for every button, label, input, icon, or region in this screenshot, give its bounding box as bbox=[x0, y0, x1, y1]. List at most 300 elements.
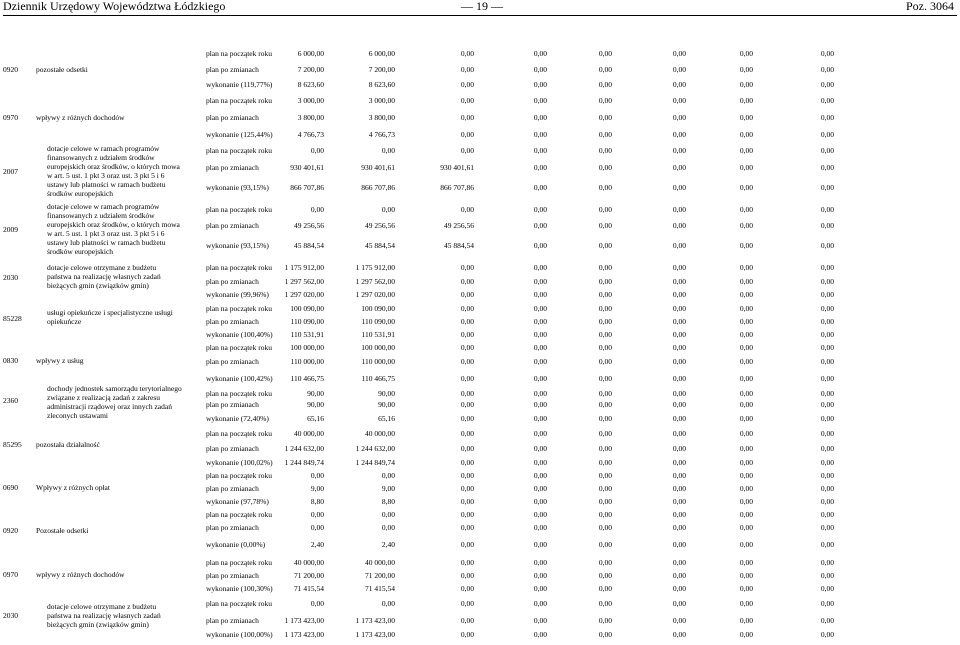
value-cell: 0,00 bbox=[672, 471, 686, 480]
value-cell: 0,00 bbox=[598, 584, 612, 593]
value-cell: 1 244 632,00 bbox=[284, 444, 324, 453]
value-cell: 100 000,00 bbox=[290, 343, 324, 352]
value-cell: 0,00 bbox=[460, 130, 474, 139]
value-cell: 0,00 bbox=[533, 65, 547, 74]
value-cell: 0,00 bbox=[460, 540, 474, 549]
value-cell: 1 175 912,00 bbox=[355, 263, 395, 272]
value-cell: 0,00 bbox=[820, 444, 834, 453]
value-cell: 45 884,54 bbox=[294, 241, 324, 250]
value-cell: 0,00 bbox=[598, 343, 612, 352]
value-cell: 0,00 bbox=[739, 584, 753, 593]
value-cell: 0,00 bbox=[460, 414, 474, 423]
value-cell: 0,00 bbox=[672, 630, 686, 639]
value-cell: 40 000,00 bbox=[365, 429, 395, 438]
value-cell: 0,00 bbox=[460, 444, 474, 453]
value-cell: 0,00 bbox=[672, 584, 686, 593]
value-cell: 0,00 bbox=[533, 571, 547, 580]
value-cell: 7 200,00 bbox=[297, 65, 324, 74]
value-cell: 0,00 bbox=[460, 96, 474, 105]
value-cell: 0,00 bbox=[672, 357, 686, 366]
item-description: dotacje celowe w ramach programów finansowanych z udziałem środków europejskich oraz środków, o których mowa w art. 5 ust. 1 pkt 3 oraz ust. 3 pkt 5 i 6 ustawy lub płatności w ramach budżetu środków europejskich bbox=[47, 202, 180, 256]
value-cell: 49 256,56 bbox=[294, 221, 324, 230]
row-code-label: pozostałe odsetki bbox=[36, 65, 88, 74]
value-cell: 0,00 bbox=[820, 429, 834, 438]
value-cell: 65,16 bbox=[307, 414, 324, 423]
value-cell: 0,00 bbox=[598, 330, 612, 339]
value-cell: 0,00 bbox=[598, 263, 612, 272]
value-cell: 0,00 bbox=[598, 290, 612, 299]
value-cell: 0,00 bbox=[598, 630, 612, 639]
value-cell: 0,00 bbox=[739, 558, 753, 567]
value-cell: 0,00 bbox=[739, 263, 753, 272]
value-cell: 0,00 bbox=[310, 146, 324, 155]
value-cell: 0,00 bbox=[672, 146, 686, 155]
value-cell: 0,00 bbox=[460, 558, 474, 567]
row-label: plan na początek roku bbox=[206, 510, 273, 519]
value-cell: 100 000,00 bbox=[361, 343, 395, 352]
value-cell: 0,00 bbox=[533, 343, 547, 352]
value-cell: 9,00 bbox=[381, 484, 395, 493]
value-cell: 0,00 bbox=[820, 221, 834, 230]
value-cell: 2,40 bbox=[381, 540, 395, 549]
row-label: plan na początek roku bbox=[206, 599, 273, 608]
value-cell: 0,00 bbox=[533, 497, 547, 506]
value-cell: 0,00 bbox=[672, 183, 686, 192]
row-code-label: Pozostałe odsetki bbox=[36, 526, 89, 535]
row-label: plan po zmianach bbox=[206, 317, 259, 326]
value-cell: 0,00 bbox=[598, 540, 612, 549]
row-label: plan po zmianach bbox=[206, 277, 259, 286]
value-cell: 0,00 bbox=[739, 130, 753, 139]
value-cell: 0,00 bbox=[672, 616, 686, 625]
value-cell: 45 884,54 bbox=[444, 241, 474, 250]
value-cell: 0,00 bbox=[820, 343, 834, 352]
value-cell: 0,00 bbox=[820, 317, 834, 326]
value-cell: 0,00 bbox=[672, 130, 686, 139]
row-label: wykonanie (99,96%) bbox=[206, 290, 269, 299]
row-label: plan po zmianach bbox=[206, 357, 259, 366]
row-code-label: Wpływy z różnych opłat bbox=[36, 483, 110, 492]
value-cell: 0,00 bbox=[739, 540, 753, 549]
row-label: wykonanie (100,40%) bbox=[206, 330, 273, 339]
value-cell: 8,80 bbox=[381, 497, 395, 506]
value-cell: 0,00 bbox=[739, 221, 753, 230]
value-cell: 110 531,91 bbox=[361, 330, 395, 339]
row-label: plan na początek roku bbox=[206, 146, 273, 155]
value-cell: 0,00 bbox=[381, 471, 395, 480]
value-cell: 930 401,61 bbox=[440, 163, 474, 172]
value-cell: 0,00 bbox=[381, 523, 395, 532]
value-cell: 0,00 bbox=[739, 471, 753, 480]
value-cell: 0,00 bbox=[739, 510, 753, 519]
value-cell: 0,00 bbox=[533, 616, 547, 625]
value-cell: 0,00 bbox=[820, 330, 834, 339]
value-cell: 0,00 bbox=[460, 357, 474, 366]
value-cell: 0,00 bbox=[672, 241, 686, 250]
value-cell: 0,00 bbox=[820, 146, 834, 155]
value-cell: 0,00 bbox=[533, 263, 547, 272]
value-cell: 0,00 bbox=[672, 290, 686, 299]
value-cell: 0,00 bbox=[672, 523, 686, 532]
value-cell: 0,00 bbox=[533, 317, 547, 326]
value-cell: 6 000,00 bbox=[368, 49, 395, 58]
value-cell: 0,00 bbox=[672, 414, 686, 423]
value-cell: 0,00 bbox=[533, 113, 547, 122]
journal-title: Dziennik Urzędowy Województwa Łódzkiego bbox=[3, 0, 226, 13]
value-cell: 0,00 bbox=[820, 510, 834, 519]
value-cell: 0,00 bbox=[598, 429, 612, 438]
value-cell: 0,00 bbox=[533, 429, 547, 438]
item-description: dochody jednostek samorządu terytorialnego związane z realizacją zadań z zakresu administracji rządowej oraz innych zadań zleconych ustawami bbox=[47, 384, 182, 420]
value-cell: 3 000,00 bbox=[297, 96, 324, 105]
value-cell: 0,00 bbox=[310, 599, 324, 608]
value-cell: 0,00 bbox=[739, 374, 753, 383]
value-cell: 8,80 bbox=[310, 497, 324, 506]
row-code-label: 2030 bbox=[3, 273, 18, 282]
row-label: plan po zmianach bbox=[206, 571, 259, 580]
value-cell: 0,00 bbox=[460, 523, 474, 532]
value-cell: 0,00 bbox=[533, 80, 547, 89]
value-cell: 1 297 562,00 bbox=[284, 277, 324, 286]
value-cell: 0,00 bbox=[598, 130, 612, 139]
value-cell: 0,00 bbox=[820, 80, 834, 89]
value-cell: 0,00 bbox=[672, 343, 686, 352]
value-cell: 0,00 bbox=[598, 510, 612, 519]
value-cell: 0,00 bbox=[310, 205, 324, 214]
value-cell: 0,00 bbox=[598, 221, 612, 230]
value-cell: 1 297 020,00 bbox=[284, 290, 324, 299]
value-cell: 0,00 bbox=[460, 616, 474, 625]
value-cell: 0,00 bbox=[820, 241, 834, 250]
value-cell: 8 623,60 bbox=[297, 80, 324, 89]
value-cell: 0,00 bbox=[460, 205, 474, 214]
value-cell: 0,00 bbox=[820, 484, 834, 493]
value-cell: 0,00 bbox=[739, 49, 753, 58]
value-cell: 0,00 bbox=[460, 277, 474, 286]
value-cell: 0,00 bbox=[739, 429, 753, 438]
value-cell: 0,00 bbox=[310, 523, 324, 532]
value-cell: 0,00 bbox=[820, 389, 834, 398]
value-cell: 0,00 bbox=[672, 221, 686, 230]
value-cell: 1 297 020,00 bbox=[355, 290, 395, 299]
value-cell: 0,00 bbox=[598, 357, 612, 366]
value-cell: 0,00 bbox=[598, 163, 612, 172]
value-cell: 0,00 bbox=[598, 304, 612, 313]
value-cell: 0,00 bbox=[598, 458, 612, 467]
row-label: plan po zmianach bbox=[206, 523, 259, 532]
value-cell: 0,00 bbox=[672, 96, 686, 105]
value-cell: 90,00 bbox=[307, 389, 324, 398]
row-label: wykonanie (97,78%) bbox=[206, 497, 269, 506]
value-cell: 0,00 bbox=[739, 113, 753, 122]
value-cell: 1 244 849,74 bbox=[355, 458, 395, 467]
value-cell: 0,00 bbox=[533, 374, 547, 383]
value-cell: 0,00 bbox=[533, 290, 547, 299]
value-cell: 40 000,00 bbox=[294, 429, 324, 438]
value-cell: 0,00 bbox=[460, 389, 474, 398]
value-cell: 0,00 bbox=[598, 400, 612, 409]
value-cell: 0,00 bbox=[739, 65, 753, 74]
value-cell: 0,00 bbox=[598, 277, 612, 286]
value-cell: 0,00 bbox=[533, 471, 547, 480]
value-cell: 0,00 bbox=[739, 630, 753, 639]
value-cell: 0,00 bbox=[598, 484, 612, 493]
value-cell: 0,00 bbox=[533, 49, 547, 58]
value-cell: 0,00 bbox=[460, 304, 474, 313]
value-cell: 1 173 423,00 bbox=[284, 616, 324, 625]
value-cell: 0,00 bbox=[460, 290, 474, 299]
value-cell: 0,00 bbox=[533, 523, 547, 532]
value-cell: 0,00 bbox=[739, 616, 753, 625]
value-cell: 0,00 bbox=[672, 65, 686, 74]
value-cell: 930 401,61 bbox=[361, 163, 395, 172]
value-cell: 0,00 bbox=[739, 357, 753, 366]
value-cell: 0,00 bbox=[672, 429, 686, 438]
value-cell: 866 707,86 bbox=[290, 183, 324, 192]
row-code-label: wpływy z różnych dochodów bbox=[36, 570, 125, 579]
value-cell: 0,00 bbox=[672, 374, 686, 383]
value-cell: 0,00 bbox=[672, 484, 686, 493]
value-cell: 0,00 bbox=[820, 130, 834, 139]
value-cell: 0,00 bbox=[460, 317, 474, 326]
value-cell: 0,00 bbox=[672, 205, 686, 214]
value-cell: 0,00 bbox=[739, 146, 753, 155]
value-cell: 110 000,00 bbox=[290, 357, 324, 366]
row-label: wykonanie (100,00%) bbox=[206, 630, 273, 639]
value-cell: 0,00 bbox=[533, 163, 547, 172]
value-cell: 0,00 bbox=[672, 389, 686, 398]
value-cell: 0,00 bbox=[598, 317, 612, 326]
value-cell: 90,00 bbox=[378, 389, 395, 398]
value-cell: 0,00 bbox=[460, 80, 474, 89]
row-label: wykonanie (93,15%) bbox=[206, 241, 269, 250]
value-cell: 0,00 bbox=[820, 540, 834, 549]
value-cell: 110 531,91 bbox=[290, 330, 324, 339]
value-cell: 0,00 bbox=[672, 304, 686, 313]
row-label: wykonanie (100,02%) bbox=[206, 458, 273, 467]
value-cell: 71 415,54 bbox=[294, 584, 324, 593]
value-cell: 0,00 bbox=[381, 510, 395, 519]
row-label: plan na początek roku bbox=[206, 471, 273, 480]
value-cell: 90,00 bbox=[378, 400, 395, 409]
value-cell: 0,00 bbox=[460, 584, 474, 593]
value-cell: 0,00 bbox=[672, 277, 686, 286]
value-cell: 0,00 bbox=[739, 277, 753, 286]
value-cell: 0,00 bbox=[310, 471, 324, 480]
value-cell: 0,00 bbox=[533, 304, 547, 313]
value-cell: 0,00 bbox=[820, 290, 834, 299]
value-cell: 0,00 bbox=[460, 263, 474, 272]
value-cell: 0,00 bbox=[672, 558, 686, 567]
value-cell: 0,00 bbox=[672, 330, 686, 339]
row-code-label: 0830 bbox=[3, 356, 18, 365]
value-cell: 110 000,00 bbox=[361, 357, 395, 366]
value-cell: 45 884,54 bbox=[365, 241, 395, 250]
value-cell: 7 200,00 bbox=[368, 65, 395, 74]
value-cell: 0,00 bbox=[739, 183, 753, 192]
value-cell: 0,00 bbox=[598, 65, 612, 74]
value-cell: 866 707,86 bbox=[361, 183, 395, 192]
value-cell: 0,00 bbox=[460, 65, 474, 74]
value-cell: 0,00 bbox=[739, 330, 753, 339]
value-cell: 0,00 bbox=[820, 558, 834, 567]
value-cell: 0,00 bbox=[820, 205, 834, 214]
value-cell: 0,00 bbox=[598, 80, 612, 89]
value-cell: 0,00 bbox=[598, 183, 612, 192]
value-cell: 0,00 bbox=[820, 400, 834, 409]
row-label: wykonanie (0,00%) bbox=[206, 540, 266, 549]
value-cell: 0,00 bbox=[533, 558, 547, 567]
value-cell: 0,00 bbox=[739, 343, 753, 352]
value-cell: 2,40 bbox=[310, 540, 324, 549]
value-cell: 49 256,56 bbox=[365, 221, 395, 230]
row-label: plan na początek roku bbox=[206, 558, 273, 567]
value-cell: 0,00 bbox=[739, 599, 753, 608]
row-code-label: pozostała działalność bbox=[36, 440, 100, 449]
value-cell: 0,00 bbox=[533, 400, 547, 409]
row-label: plan po zmianach bbox=[206, 113, 259, 122]
row-code-label: 0920 bbox=[3, 526, 18, 535]
value-cell: 0,00 bbox=[820, 113, 834, 122]
value-cell: 0,00 bbox=[739, 96, 753, 105]
value-cell: 0,00 bbox=[533, 599, 547, 608]
value-cell: 0,00 bbox=[672, 540, 686, 549]
value-cell: 866 707,86 bbox=[440, 183, 474, 192]
value-cell: 71 200,00 bbox=[294, 571, 324, 580]
value-cell: 0,00 bbox=[820, 571, 834, 580]
value-cell: 0,00 bbox=[598, 113, 612, 122]
value-cell: 9,00 bbox=[310, 484, 324, 493]
value-cell: 0,00 bbox=[672, 49, 686, 58]
value-cell: 0,00 bbox=[739, 571, 753, 580]
value-cell: 0,00 bbox=[598, 497, 612, 506]
value-cell: 0,00 bbox=[533, 444, 547, 453]
position-number: Poz. 3064 bbox=[906, 0, 954, 13]
value-cell: 0,00 bbox=[381, 205, 395, 214]
value-cell: 0,00 bbox=[460, 630, 474, 639]
value-cell: 0,00 bbox=[533, 484, 547, 493]
value-cell: 0,00 bbox=[739, 304, 753, 313]
value-cell: 0,00 bbox=[460, 497, 474, 506]
value-cell: 0,00 bbox=[533, 146, 547, 155]
value-cell: 40 000,00 bbox=[294, 558, 324, 567]
value-cell: 0,00 bbox=[672, 400, 686, 409]
value-cell: 0,00 bbox=[598, 389, 612, 398]
value-cell: 4 766,73 bbox=[368, 130, 395, 139]
value-cell: 0,00 bbox=[460, 510, 474, 519]
value-cell: 0,00 bbox=[460, 343, 474, 352]
value-cell: 0,00 bbox=[533, 357, 547, 366]
row-code-label: 2009 bbox=[3, 225, 18, 234]
value-cell: 0,00 bbox=[533, 183, 547, 192]
value-cell: 0,00 bbox=[460, 374, 474, 383]
value-cell: 0,00 bbox=[739, 290, 753, 299]
value-cell: 0,00 bbox=[598, 571, 612, 580]
value-cell: 0,00 bbox=[820, 414, 834, 423]
row-code-label: 0690 bbox=[3, 483, 18, 492]
value-cell: 0,00 bbox=[739, 317, 753, 326]
value-cell: 8 623,60 bbox=[368, 80, 395, 89]
row-label: plan na początek roku bbox=[206, 304, 273, 313]
value-cell: 110 466,75 bbox=[361, 374, 395, 383]
value-cell: 0,00 bbox=[533, 389, 547, 398]
item-description: dotacje celowe otrzymane z budżetu państwa na realizację własnych zadań bieżących gmin (związków gmin) bbox=[47, 602, 161, 629]
value-cell: 110 090,00 bbox=[361, 317, 395, 326]
value-cell: 0,00 bbox=[820, 163, 834, 172]
value-cell: 1 244 632,00 bbox=[355, 444, 395, 453]
row-label: wykonanie (72,40%) bbox=[206, 414, 269, 423]
value-cell: 0,00 bbox=[820, 630, 834, 639]
value-cell: 0,00 bbox=[672, 510, 686, 519]
value-cell: 0,00 bbox=[460, 146, 474, 155]
value-cell: 0,00 bbox=[820, 263, 834, 272]
value-cell: 0,00 bbox=[672, 113, 686, 122]
value-cell: 0,00 bbox=[533, 630, 547, 639]
value-cell: 0,00 bbox=[739, 400, 753, 409]
value-cell: 1 175 912,00 bbox=[284, 263, 324, 272]
row-label: plan po zmianach bbox=[206, 484, 259, 493]
value-cell: 0,00 bbox=[672, 80, 686, 89]
value-cell: 0,00 bbox=[739, 163, 753, 172]
row-label: plan po zmianach bbox=[206, 163, 259, 172]
value-cell: 3 800,00 bbox=[297, 113, 324, 122]
item-description: usługi opiekuńcze i specjalistyczne usługi opiekuńcze bbox=[47, 308, 173, 326]
item-description: dotacje celowe otrzymane z budżetu państwa na realizację własnych zadań bieżących gmin (związków gmin) bbox=[47, 263, 161, 290]
row-label: wykonanie (119,77%) bbox=[206, 80, 273, 89]
value-cell: 0,00 bbox=[598, 374, 612, 383]
row-label: plan na początek roku bbox=[206, 49, 273, 58]
page-number: — 19 — bbox=[461, 0, 503, 13]
value-cell: 1 173 423,00 bbox=[284, 630, 324, 639]
value-cell: 0,00 bbox=[672, 599, 686, 608]
value-cell: 0,00 bbox=[820, 65, 834, 74]
value-cell: 110 466,75 bbox=[290, 374, 324, 383]
value-cell: 6 000,00 bbox=[297, 49, 324, 58]
row-label: wykonanie (100,30%) bbox=[206, 584, 273, 593]
item-description: dotacje celowe w ramach programów finansowanych z udziałem środków europejskich oraz środków, o których mowa w art. 5 ust. 1 pkt 3 oraz ust. 3 pkt 5 i 6 ustawy lub płatności w ramach budżetu środków europejskich bbox=[47, 144, 180, 198]
row-code-label: 2007 bbox=[3, 167, 18, 176]
value-cell: 0,00 bbox=[820, 497, 834, 506]
value-cell: 0,00 bbox=[460, 330, 474, 339]
row-code-label: 2030 bbox=[3, 611, 18, 620]
value-cell: 0,00 bbox=[598, 444, 612, 453]
value-cell: 0,00 bbox=[381, 599, 395, 608]
value-cell: 0,00 bbox=[598, 471, 612, 480]
value-cell: 65,16 bbox=[378, 414, 395, 423]
value-cell: 0,00 bbox=[672, 571, 686, 580]
value-cell: 0,00 bbox=[672, 444, 686, 453]
row-code-label: 2360 bbox=[3, 396, 18, 405]
value-cell: 49 256,56 bbox=[444, 221, 474, 230]
value-cell: 0,00 bbox=[672, 263, 686, 272]
value-cell: 0,00 bbox=[739, 205, 753, 214]
value-cell: 0,00 bbox=[533, 241, 547, 250]
row-label: plan po zmianach bbox=[206, 221, 259, 230]
value-cell: 0,00 bbox=[739, 389, 753, 398]
row-code-label: 0970 bbox=[3, 113, 18, 122]
row-label: wykonanie (93,15%) bbox=[206, 183, 269, 192]
row-code-label: 85228 bbox=[3, 314, 22, 323]
value-cell: 0,00 bbox=[820, 616, 834, 625]
value-cell: 0,00 bbox=[460, 113, 474, 122]
row-code-label: wpływy z usług bbox=[36, 356, 84, 365]
value-cell: 0,00 bbox=[820, 357, 834, 366]
value-cell: 0,00 bbox=[820, 277, 834, 286]
value-cell: 110 090,00 bbox=[290, 317, 324, 326]
value-cell: 0,00 bbox=[739, 444, 753, 453]
row-code-label: 85295 bbox=[3, 440, 22, 449]
value-cell: 0,00 bbox=[598, 241, 612, 250]
